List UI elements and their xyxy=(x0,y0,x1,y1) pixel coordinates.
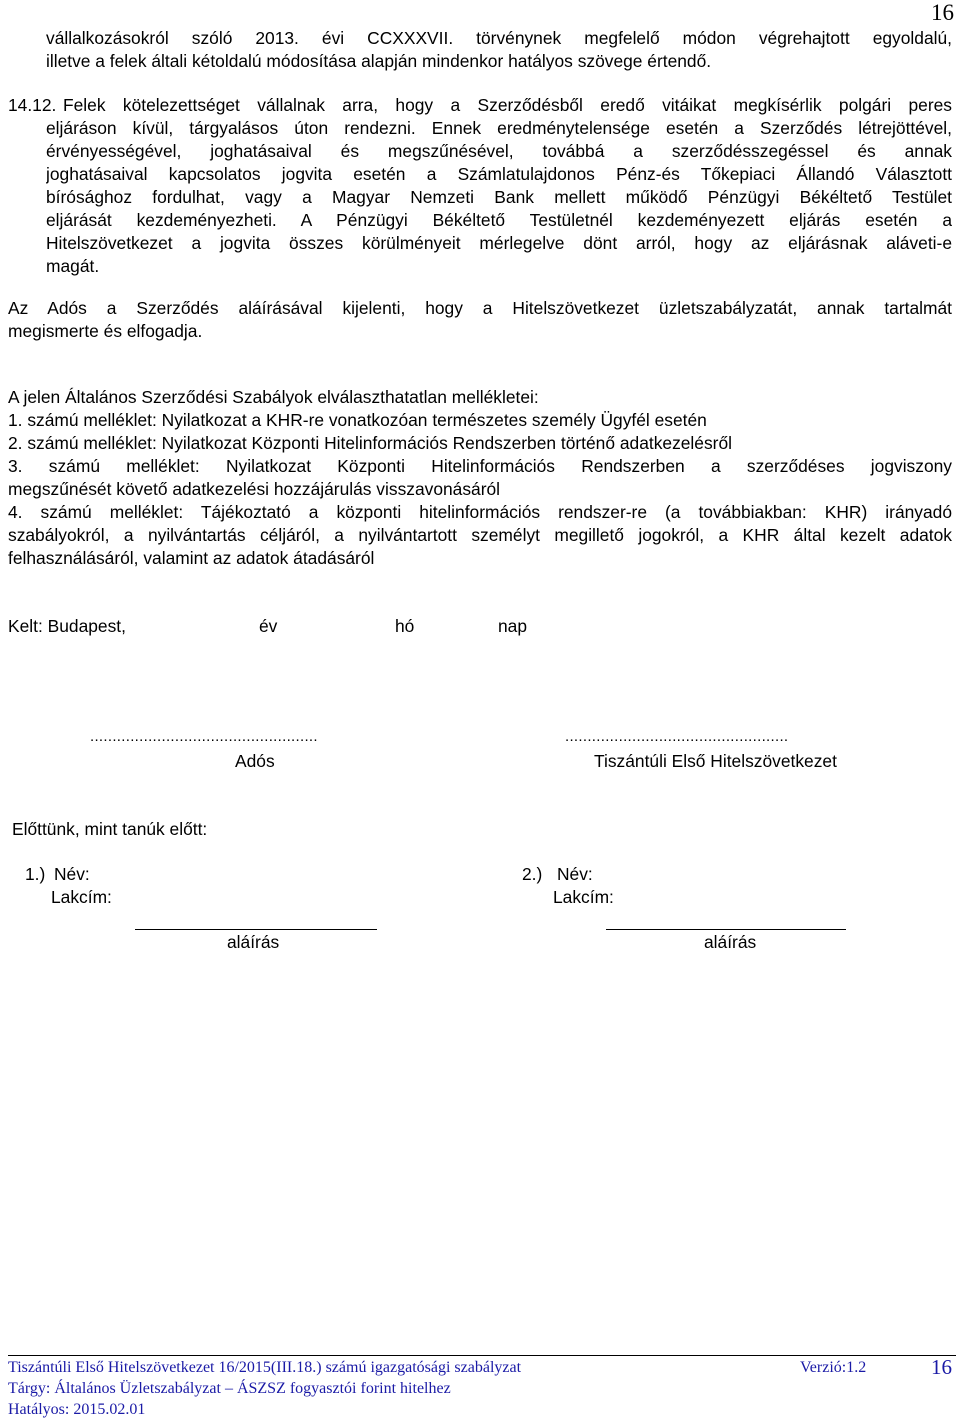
annex-item: megszűnését követő adatkezelési hozzájárulás visszavonásáról xyxy=(8,479,501,499)
debtor-statement xyxy=(8,297,952,343)
dateline-place: Kelt: Budapest, xyxy=(8,616,126,636)
text-line: vállalkozásokról szóló 2013. évi CCXXXVII. törvénynek megfelelő módon végrehajtott egyoldalú, xyxy=(46,28,952,48)
text-line: eljárását kezdeményezheti. A Pénzügyi Békéltető Testületnél kezdeményezett eljárás esetén a xyxy=(46,210,952,230)
footer-rule xyxy=(8,1355,956,1356)
text-line: Hitelszövetkezet a jogvita összes körülményeit mérlegelve dönt arról, hogy az eljárásnak aláveti-e xyxy=(46,233,952,253)
text-line: illetve a felek általi kétoldalú módosítása alapján mindenkor hatályos szövege értendő. xyxy=(46,51,712,71)
footer-page-number: 16 xyxy=(931,1355,952,1379)
text-line: bírósághoz fordulhat, vagy a Magyar Nemzeti Bank mellett működő Pénzügyi Békéltető Testület xyxy=(46,187,952,207)
page-number-top: 16 xyxy=(931,0,954,25)
annex-item: 2. számú melléklet: Nyilatkozat Központi Hitelinformációs Rendszerben történő adatkezelésről xyxy=(8,433,732,453)
annex-list xyxy=(8,409,952,570)
witness-1-index: 1.) xyxy=(25,864,46,884)
annex-heading: A jelen Általános Szerződési Szabályok elválaszthatatlan mellékletei: xyxy=(8,387,539,407)
signature-dots-debtor: ................................................... xyxy=(90,728,318,745)
section-number: 14.12. xyxy=(8,95,57,115)
signature-label-debtor: Adós xyxy=(235,751,275,771)
annex-item: 4. számú melléklet: Tájékoztató a központi hitelinformációs rendszer-re (a továbbiakban: KHR) irányadó xyxy=(8,502,952,522)
witness-1-address-label: Lakcím: xyxy=(51,887,112,907)
section-body xyxy=(46,117,952,278)
witness-2-signature-line xyxy=(606,929,846,930)
witnesses-intro: Előttünk, mint tanúk előtt: xyxy=(12,819,208,839)
text-line: eljáráson kívül, tárgyalásos úton rendezni. Ennek eredménytelensége esetén a Szerződés létrejöttével, xyxy=(46,118,952,138)
footer-subject: Tárgy: Általános Üzletszabályzat – ÁSZSZ fogyasztói forint hitelhez xyxy=(8,1380,451,1397)
annex-item: szabályokról, a nyilvántartás céljáról, a nyilvántartott személyt megillető jogokról, a KHR által kezelt adatok xyxy=(8,525,952,545)
text-line: joghatásaival kapcsolatos jogvita esetén a Számlatulajdonos Pénz-és Tőkepiaci Állandó Választott xyxy=(46,164,952,184)
text-line: Az Adós a Szerződés aláírásával kijelenti, hogy a Hitelszövetkezet üzletszabályzatát, annak tartalmát xyxy=(8,298,952,318)
text-line: Felek kötelezettséget vállalnak arra, hogy a Szerződésből eredő vitáikat megkísérlik polgári peres xyxy=(63,95,952,115)
footer-title: Tiszántúli Első Hitelszövetkezet 16/2015(III.18.) számú igazgatósági szabályzat xyxy=(8,1359,522,1376)
text-line: érvényességével, joghatásaival és megszűnésével, továbbá a szerződésszegéssel és annak xyxy=(46,141,952,161)
witness-2-name-label: Név: xyxy=(557,864,593,884)
witness-2-address-label: Lakcím: xyxy=(553,887,614,907)
text-line: magát. xyxy=(46,256,100,276)
witness-2-index: 2.) xyxy=(522,864,543,884)
witness-1-signature-label: aláírás xyxy=(227,932,280,952)
witness-1-signature-line xyxy=(135,929,377,930)
dateline-day: nap xyxy=(498,616,528,636)
witness-1-name-label: Név: xyxy=(54,864,90,884)
dateline-month: hó xyxy=(395,616,415,636)
signature-dots-cooperative: .................................................. xyxy=(565,728,789,745)
signature-label-cooperative: Tiszántúli Első Hitelszövetkezet xyxy=(594,751,837,771)
annex-item: 1. számú melléklet: Nyilatkozat a KHR-re vonatkozóan természetes személy Ügyfél esetén xyxy=(8,410,707,430)
section-first-line-block xyxy=(63,94,952,117)
annex-item: 3. számú melléklet: Nyilatkozat Központi Hitelinformációs Rendszerben a szerződéses jogviszony xyxy=(8,456,952,476)
annex-item: felhasználásáról, valamint az adatok átadásáról xyxy=(8,548,375,568)
footer-effective-date: Hatályos: 2015.02.01 xyxy=(8,1401,146,1418)
dateline-year: év xyxy=(259,616,278,636)
footer-version: Verzió:1.2 xyxy=(800,1359,867,1376)
witness-2-signature-label: aláírás xyxy=(704,932,757,952)
intro-paragraph xyxy=(46,27,952,73)
text-line: megismerte és elfogadja. xyxy=(8,321,203,341)
